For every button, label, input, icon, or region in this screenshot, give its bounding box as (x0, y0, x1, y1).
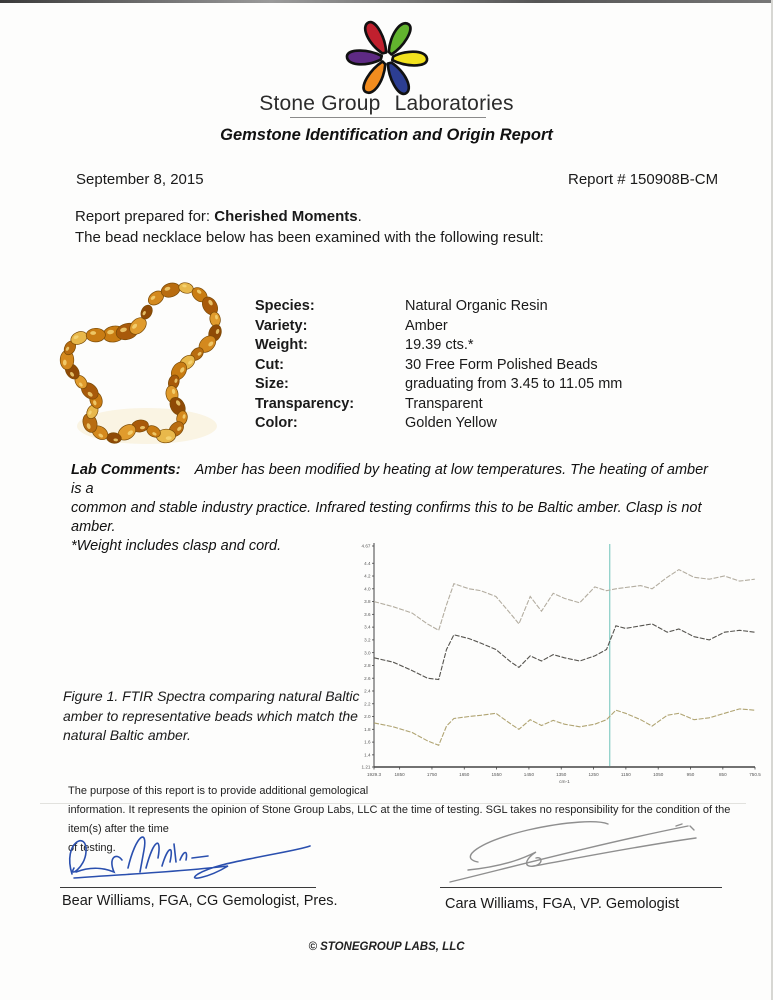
pinwheel-icon (330, 16, 440, 98)
figure-caption-line: natural Baltic amber. (63, 727, 191, 743)
spec-row (255, 356, 665, 376)
header-rule (290, 117, 486, 118)
disclaimer-line: information. It represents the opinion of Stone Group Labs, LLC at the time of testing. SGL takes no responsibility for the condition of the item(s) after the time (68, 804, 731, 835)
spec-row (255, 336, 665, 356)
svg-text:cm-1: cm-1 (559, 780, 570, 785)
client-name: Cherished Moments (214, 208, 358, 225)
spec-row (255, 395, 665, 415)
svg-text:1750: 1750 (426, 772, 438, 777)
disclaimer-line: of testing. (68, 842, 116, 854)
svg-text:1929.3: 1929.3 (366, 772, 382, 777)
spec-label: Size: (255, 376, 289, 392)
signer-name-bear: Bear Williams, FGA, CG Gemologist, Pres. (62, 893, 338, 909)
prepared-for-block (75, 206, 675, 248)
lab-comments-label: Lab Comments: (71, 462, 181, 478)
intro-line: The bead necklace below has been examined with the following result: (75, 229, 544, 246)
spec-value: 30 Free Form Polished Beads (405, 356, 598, 373)
lab-name-part1: Stone Group (259, 92, 381, 115)
lab-name-part2: Laboratories (394, 92, 514, 115)
lab-name (0, 92, 773, 116)
signature-line (440, 887, 722, 888)
ftir-chart (359, 539, 761, 787)
svg-text:1.8: 1.8 (364, 726, 371, 732)
prepared-for-line (75, 206, 675, 227)
spec-value: Amber (405, 317, 448, 334)
svg-text:1.4: 1.4 (364, 752, 371, 758)
prepared-for-label: Report prepared for: (75, 208, 215, 225)
svg-text:4.67: 4.67 (361, 543, 371, 549)
spec-label: Weight: (255, 337, 308, 353)
svg-text:850: 850 (719, 772, 727, 777)
figure-caption (63, 687, 363, 746)
svg-text:4.4: 4.4 (364, 560, 371, 566)
signer-name-cara: Cara Williams, FGA, VP. Gemologist (445, 896, 680, 912)
spec-value: Golden Yellow (405, 415, 497, 431)
spec-value: Natural Organic Resin (405, 298, 548, 314)
cara-signature (438, 818, 728, 886)
report-number: Report # 150908B-CM (568, 171, 719, 188)
scan-edge (0, 0, 773, 3)
svg-text:1550: 1550 (491, 772, 502, 777)
spec-label: Cut: (255, 356, 284, 373)
svg-text:3.2: 3.2 (364, 637, 371, 643)
lab-comments-line: *Weight includes clasp and cord. (71, 538, 282, 554)
spec-row (255, 317, 665, 337)
bear-signature (58, 828, 328, 886)
svg-text:4.0: 4.0 (364, 586, 371, 592)
necklace-photo (52, 276, 248, 456)
spec-row (255, 375, 665, 395)
lab-comments-line (71, 461, 721, 499)
svg-text:950: 950 (686, 772, 695, 777)
svg-text:750.5: 750.5 (749, 772, 761, 777)
prepared-for-suffix: . (357, 208, 362, 225)
svg-text:2.2: 2.2 (364, 701, 371, 707)
svg-text:3.0: 3.0 (364, 650, 371, 656)
amber-necklace-image (52, 276, 248, 456)
svg-text:3.4: 3.4 (364, 624, 371, 630)
svg-text:2.0: 2.0 (364, 714, 371, 720)
svg-text:1050: 1050 (653, 772, 664, 777)
svg-text:2.6: 2.6 (364, 675, 371, 681)
spec-label: Variety: (255, 317, 308, 334)
spec-value: 19.39 cts.* (405, 337, 474, 353)
ftir-spectra-plot (359, 539, 761, 787)
figure-caption-line: amber to representative beads which match the (63, 707, 358, 724)
disclaimer-line: The purpose of this report is to provide additional gemological (68, 785, 369, 797)
svg-text:4.2: 4.2 (364, 573, 371, 579)
svg-text:2.4: 2.4 (364, 688, 371, 694)
svg-text:2.8: 2.8 (364, 663, 371, 669)
svg-text:1350: 1350 (556, 772, 567, 777)
spec-value: Transparent (405, 395, 483, 412)
lab-comments-line: common and stable industry practice. Infrared testing confirms this to be Baltic amber. Clasp is not amber. (71, 500, 702, 535)
signature-line (60, 887, 316, 888)
svg-text:3.8: 3.8 (364, 599, 371, 605)
stone-group-logo (330, 16, 440, 98)
svg-text:1650: 1650 (459, 772, 470, 777)
svg-text:1.6: 1.6 (364, 739, 371, 745)
spec-value: graduating from 3.45 to 11.05 mm (405, 376, 623, 392)
svg-text:1250: 1250 (588, 772, 599, 777)
spec-label: Transparency: (255, 395, 355, 412)
report-date: September 8, 2015 (76, 171, 204, 188)
lab-comments-text: Amber has been modified by heating at low temperatures. The heating of amber is a (71, 462, 709, 497)
svg-text:3.6: 3.6 (364, 611, 371, 617)
footer-copyright: © STONEGROUP LABS, LLC (308, 941, 465, 953)
report-title: Gemstone Identification and Origin Report (220, 126, 553, 144)
svg-text:1850: 1850 (394, 772, 405, 777)
svg-text:1.21: 1.21 (361, 764, 371, 770)
svg-text:1450: 1450 (523, 772, 535, 777)
figure-caption-line: Figure 1. FTIR Spectra comparing natural Baltic (63, 688, 360, 704)
spec-table (255, 297, 665, 434)
spec-label: Color: (255, 415, 298, 431)
spec-label: Species: (255, 298, 315, 314)
svg-text:1150: 1150 (620, 772, 631, 777)
spec-row (255, 414, 665, 434)
spec-row (255, 297, 665, 317)
